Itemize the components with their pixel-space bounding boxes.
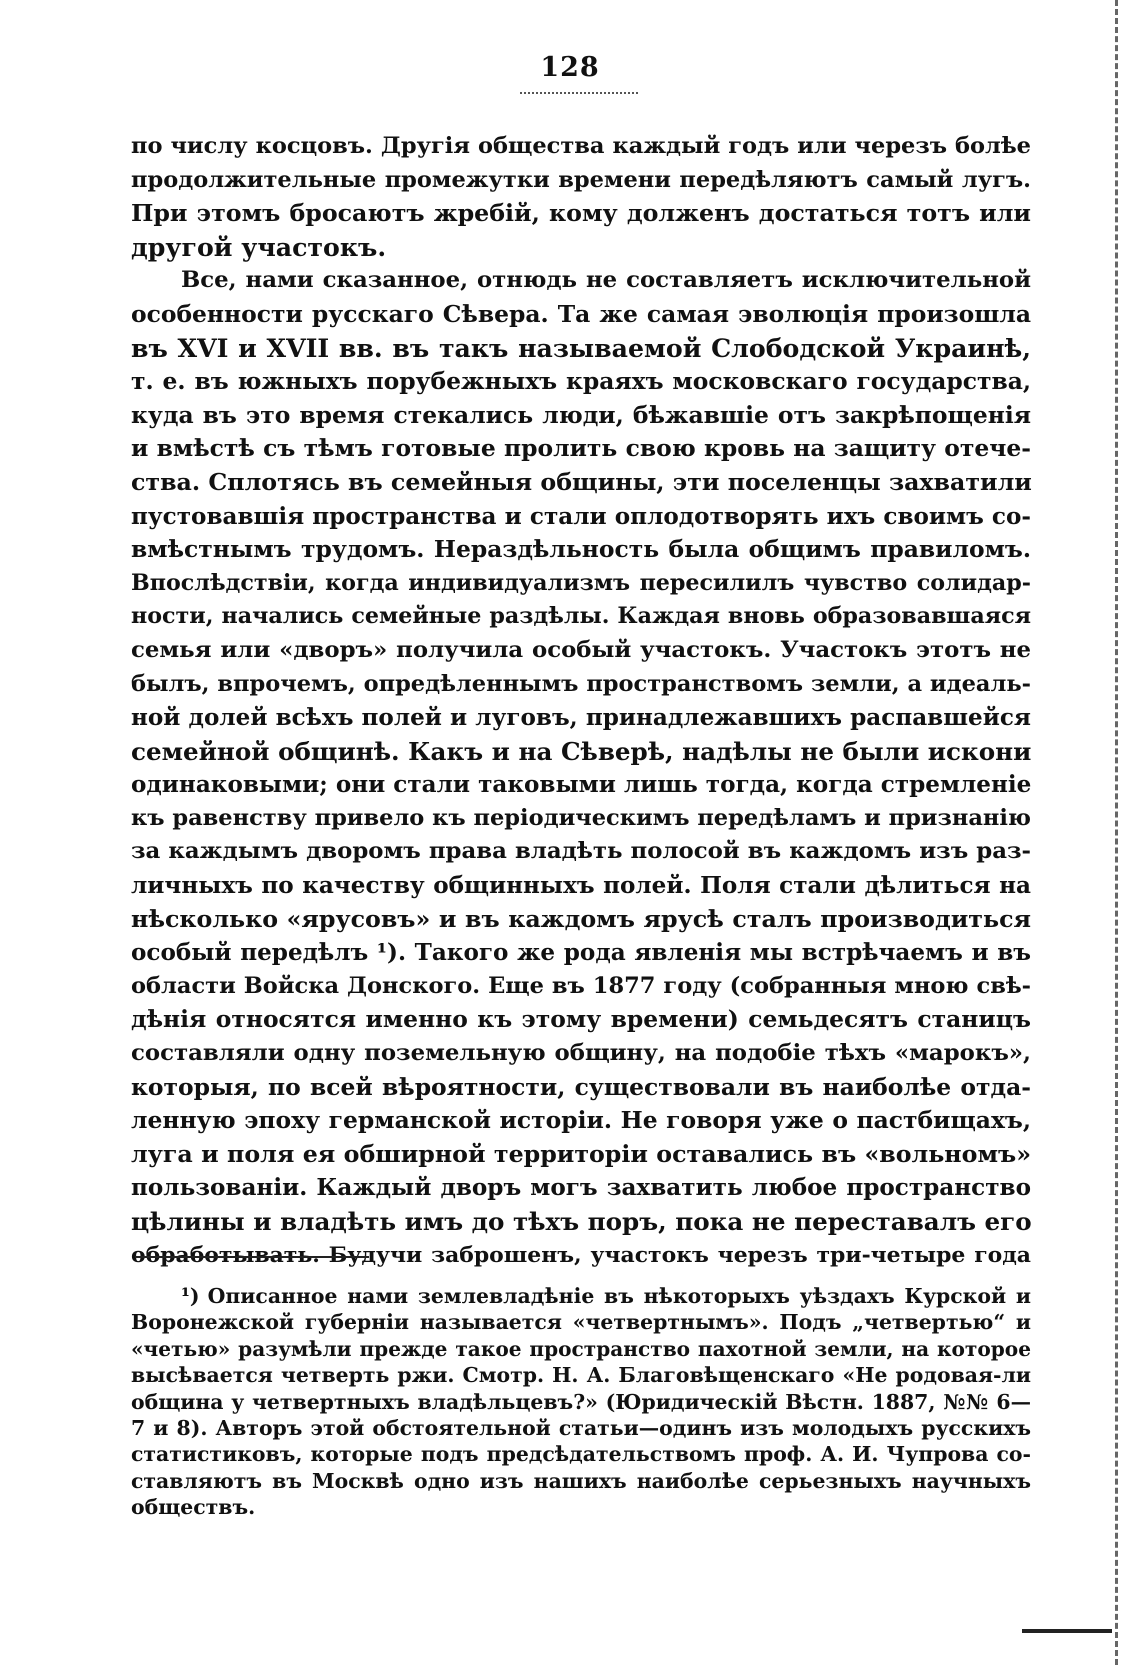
scan-edge-line: [1112, 0, 1118, 1665]
text-line: которыя, по всей вѣроятности, существовали въ наиболѣе отда-: [131, 1072, 1031, 1101]
text-line: т. е. въ южныхъ порубежныхъ краяхъ московскаго государства,: [131, 367, 1031, 396]
text-line: дѣнія относятся именно къ этому времени) семьдесятъ станицъ: [131, 1005, 1031, 1034]
text-line: продолжительные промежутки времени передѣляютъ самый лугъ.: [131, 166, 1031, 193]
text-line: пустовавшія пространства и стали оплодотворять ихъ своимъ со-: [131, 502, 1031, 530]
text-line: семья или «дворъ» получила особый участокъ. Участокъ этотъ не: [131, 636, 1031, 663]
text-line: и вмѣстѣ съ тѣмъ готовые пролить свою кровь на защиту отече-: [131, 434, 1031, 463]
text-line: особенности русскаго Сѣвера. Та же самая эволюція произошла: [131, 299, 1031, 328]
text-line: Впослѣдствіи, когда индивидуализмъ пересилилъ чувство солидар-: [131, 569, 1031, 596]
footnote-marker: ¹): [181, 1284, 200, 1308]
text-line: вмѣстнымъ трудомъ. Нераздѣльность была общимъ правиломъ.: [131, 535, 1031, 564]
text-line: цѣлины и владѣть имъ до тѣхъ поръ, пока не переставалъ его: [131, 1207, 1032, 1236]
footnote-line: ставляютъ въ Москвѣ одно изъ нашихъ наиболѣе серьезныхъ научныхъ: [131, 1468, 1031, 1493]
footnote-line: статистиковъ, которые подъ предсѣдательствомъ проф. А. И. Чупрова со-: [131, 1442, 1031, 1467]
footnote-line: обществъ.: [131, 1495, 256, 1520]
text-line: нѣсколько «ярусовъ» и въ каждомъ ярусѣ сталъ производиться: [131, 904, 1031, 933]
footnote-line: 7 и 8). Авторъ этой обстоятельной статьи—одинъ изъ молодыхъ русскихъ: [131, 1416, 1031, 1441]
text-line: области Войска Донского. Еще въ 1877 году (собранныя мною свѣ-: [131, 972, 1031, 999]
footnote-line: община у четвертныхъ владѣльцевъ?» (Юридическій Вѣстн. 1887, №№ 6—: [131, 1389, 1031, 1414]
text-line: ной долей всѣхъ полей и луговъ, принадлежавшихъ распавшейся: [131, 704, 1031, 732]
text-line: обработывать. Будучи заброшенъ, участокъ черезъ три-четыре года: [131, 1241, 1031, 1268]
footnote-line-text: Описанное нами землевладѣніе въ нѣкоторыхъ уѣздахъ Курской и: [207, 1284, 1031, 1308]
text-line: особый передѣлъ ¹). Такого же рода явленія мы встрѣчаемъ и въ: [131, 939, 1031, 967]
text-line: При этомъ бросаютъ жребій, кому долженъ достаться тотъ или: [131, 199, 1031, 228]
page-number-underline: [520, 92, 638, 94]
text-line: пользованіи. Каждый дворъ могъ захватить любое пространство: [131, 1174, 1031, 1202]
text-line: въ XVI и XVII вв. въ такъ называемой Слободской Украинѣ,: [131, 332, 1031, 363]
footnote-separator: [135, 1256, 369, 1258]
main-text-block: [131, 130, 1031, 1272]
page-number: 128: [540, 52, 600, 83]
text-line: ленную эпоху германской исторіи. Не говоря уже о пастбищахъ,: [131, 1106, 1031, 1135]
text-line: къ равенству привело къ періодическимъ передѣламъ и признанію: [131, 804, 1031, 831]
footnote-line: [131, 1283, 1031, 1309]
text-line: былъ, впрочемъ, опредѣленнымъ пространствомъ земли, а идеаль-: [131, 670, 1031, 697]
text-line: одинаковыми; они стали таковыми лишь тогда, когда стремленіе: [131, 771, 1032, 799]
footnote-line: высѣвается четверть ржи. Смотр. Н. А. Благовѣщенскаго «Не родовая-ли: [131, 1363, 1031, 1388]
text-line: по числу косцовъ. Другія общества каждый годъ или черезъ болѣе: [131, 133, 1031, 159]
text-line: другой участокъ.: [131, 231, 387, 262]
text-line: ности, начались семейные раздѣлы. Каждая вновь образовавшаяся: [131, 603, 1031, 630]
text-line: Все, нами сказанное, отнюдь не составляетъ исключительной: [181, 267, 1031, 294]
text-line: куда въ это время стекались люди, бѣжавшіе отъ закрѣпощенія: [131, 400, 1031, 429]
text-line: ства. Сплотясь въ семейныя общины, эти поселенцы захватили: [131, 467, 1032, 496]
text-line: составляли одну поземельную общину, на подобіе тѣхъ «марокъ»,: [131, 1040, 1031, 1067]
footnote-line: Воронежской губерніи называется «четвертнымъ». Подъ „четвертью“ и: [131, 1310, 1031, 1335]
scan-edge-mark: [1022, 1629, 1112, 1633]
text-line: за каждымъ дворомъ права владѣть полосой въ каждомъ изъ раз-: [131, 838, 1031, 865]
text-line: личныхъ по качеству общинныхъ полей. Поля стали дѣлиться на: [131, 872, 1031, 900]
footnote-block: [131, 1283, 1031, 1521]
text-line: семейной общинѣ. Какъ и на Сѣверѣ, надѣлы не были искони: [131, 736, 1032, 766]
text-line: луга и поля ея обширной территоріи оставались въ «вольномъ»: [131, 1139, 1031, 1168]
footnote-line: «четью» разумѣли прежде такое пространство пахотной земли, на которое: [131, 1336, 1031, 1361]
